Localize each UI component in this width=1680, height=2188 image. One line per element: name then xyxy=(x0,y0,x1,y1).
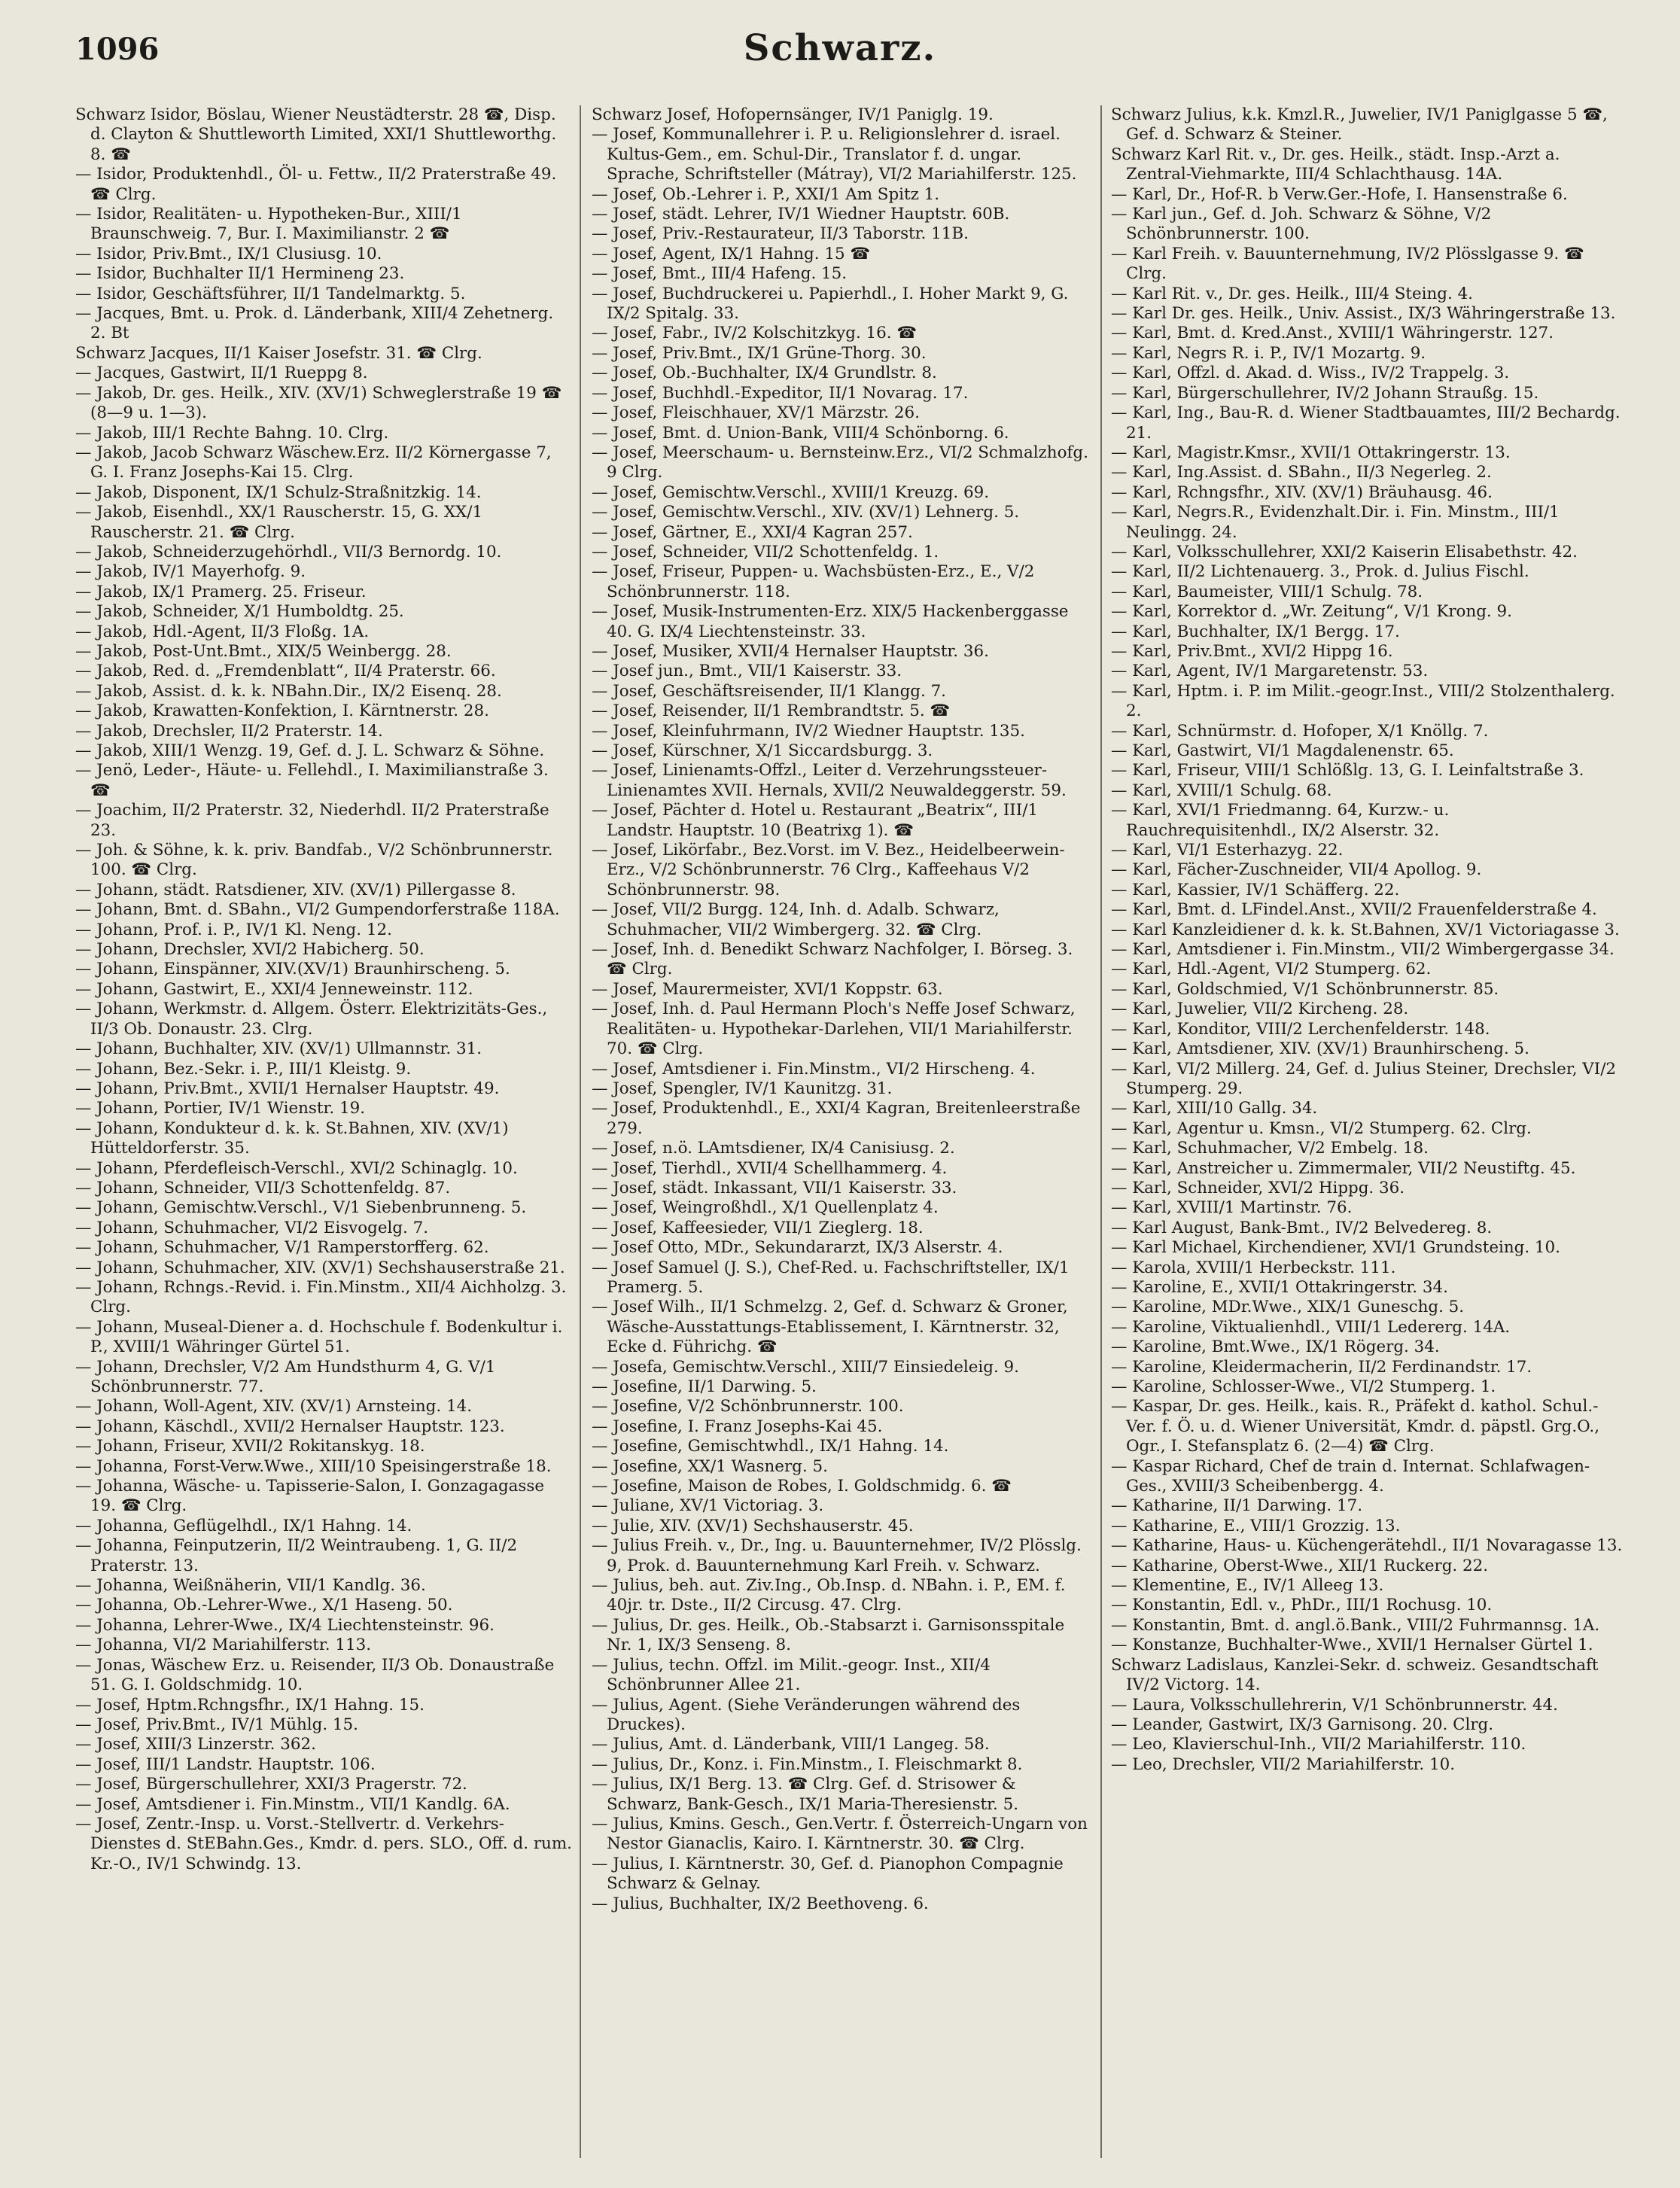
directory-entry: — Josefine, Maison de Robes, I. Goldschmidg. 6. ☎ xyxy=(592,1477,1012,1496)
directory-entry: — Julius, Buchhalter, IX/2 Beethoveng. 6. xyxy=(592,1894,929,1913)
directory-entry: — Josef, Schneider, VII/2 Schottenfeldg. 1. xyxy=(592,542,939,561)
directory-entry: — Johann, Woll-Agent, XIV. (XV/1) Arnsteing. 14. xyxy=(75,1397,472,1417)
directory-entry: — Konstantin, Edl. v., PhDr., III/1 Rochusg. 10. xyxy=(1111,1596,1493,1615)
directory-entry: — Josef, Inh. d. Benedikt Schwarz Nachfolger, I. Börseg. 3. ☎ Clrg. xyxy=(592,940,1073,979)
directory-entry: — Julius, Dr., Konz. i. Fin.Minstm., I. Fleischmarkt 8. xyxy=(592,1754,1023,1774)
column-3 xyxy=(1111,105,1624,2158)
directory-entry: — Johann, Drechsler, XVI/2 Habicherg. 50. xyxy=(75,940,425,960)
directory-entry: — Isidor, Produktenhdl., Öl- u. Fettw., II/2 Praterstraße 49. ☎ Clrg. xyxy=(75,165,557,204)
directory-entry: — Josefine, I. Franz Josephs-Kai 45. xyxy=(592,1417,883,1436)
directory-entry: — Julius, Amt. d. Länderbank, VIII/1 Langeg. 58. xyxy=(592,1735,990,1754)
directory-entry: — Karl, Volksschullehrer, XXI/2 Kaiserin Elisabethstr. 42. xyxy=(1111,542,1578,561)
directory-entry: — Katharine, E., VIII/1 Grozzig. 13. xyxy=(1111,1516,1401,1535)
directory-entry: — Johanna, Geflügelhdl., IX/1 Hahng. 14. xyxy=(75,1516,412,1535)
directory-entry: — Karl, Hptm. i. P. im Milit.-geogr.Inst., VIII/2 Stolzenthalerg. 2. xyxy=(1111,681,1615,721)
directory-entry: — Johann, Schneider, VII/3 Schottenfeldg. 87. xyxy=(75,1178,451,1197)
directory-entry: — Johann, Museal-Diener a. d. Hochschule f. Bodenkultur i. P., XVIII/1 Währinger Gürtel 51. xyxy=(75,1317,563,1357)
directory-entry: — Johann, Prof. i. P., IV/1 Kl. Neng. 12. xyxy=(75,920,392,939)
directory-entry: — Julius Freih. v., Dr., Ing. u. Bauunternehmer, IV/2 Plösslg. 9, Prok. d. Bauunternehmung Karl Freih. v. Schwarz. xyxy=(592,1536,1082,1575)
directory-entry: — Josef, Priv.Bmt., IV/1 Mühlg. 15. xyxy=(75,1715,358,1734)
directory-entry: — Julius, I. Kärntnerstr. 30, Gef. d. Pianophon Compagnie Schwarz & Gelnay. xyxy=(592,1854,1064,1894)
directory-entry: — Josef, Linienamts-Offzl., Leiter d. Verzehrungssteuer-Linienamtes XVII. Hernals, XVII/2 Neuwaldeggerstr. 59. xyxy=(592,761,1067,800)
directory-entry: — Karl Kanzleidiener d. k. k. St.Bahnen, XV/1 Victoriagasse 3. xyxy=(1111,920,1620,939)
directory-entry: — Jakob, Hdl.-Agent, II/3 Floßg. 1A. xyxy=(75,622,370,641)
directory-entry: — Julius, Dr. ges. Heilk., Ob.-Stabsarzt i. Garnisonsspitale Nr. 1, IX/3 Senseng. 8. xyxy=(592,1615,1065,1655)
directory-entry: — Klementine, E., IV/1 Alleeg 13. xyxy=(1111,1576,1384,1596)
directory-entry: — Johann, Werkmstr. d. Allgem. Österr. Elektrizitäts-Ges., II/3 Ob. Donaustr. 23. Clrg. xyxy=(75,1000,548,1039)
directory-entry: — Josef, n.ö. LAmtsdiener, IX/4 Canisiusg. 2. xyxy=(592,1139,955,1158)
directory-entry: — Jakob, Disponent, IX/1 Schulz-Straßnitzkig. 14. xyxy=(75,482,482,502)
directory-entry: — Karl Dr. ges. Heilk., Univ. Assist., IX/3 Währingerstraße 13. xyxy=(1111,304,1616,324)
directory-entry: — Jacques, Gastwirt, II/1 Rueppg 8. xyxy=(75,364,368,383)
page-title: Schwarz. xyxy=(743,27,937,69)
directory-entry: — Johann, Schuhmacher, XIV. (XV/1) Sechshauserstraße 21. xyxy=(75,1258,565,1277)
directory-entry: — Karl, Magistr.Kmsr., XVII/1 Ottakringerstr. 13. xyxy=(1111,443,1511,462)
directory-entry: — Josef, Tierhdl., XVII/4 Schellhammerg. 4. xyxy=(592,1158,948,1178)
directory-entry: — Juliane, XV/1 Victoriag. 3. xyxy=(592,1496,824,1516)
directory-entry: — Josef, VII/2 Burgg. 124, Inh. d. Adalb. Schwarz, Schuhmacher, VII/2 Wimbergerg. 32. ☎ Clrg. xyxy=(592,900,1000,939)
directory-entry: — Karl August, Bank-Bmt., IV/2 Belvedereg. 8. xyxy=(1111,1218,1493,1237)
directory-entry: — Karl, Baumeister, VIII/1 Schulg. 78. xyxy=(1111,582,1423,601)
directory-entry: — Josef, Kommunallehrer i. P. u. Religionslehrer d. israel. Kultus-Gem., em. Schul-Dir., Translator f. d. ungar. Sprache, Schriftsteller (Mátray), VI/2 Mariahilferstr. 125. xyxy=(592,125,1077,184)
directory-entry: — Karoline, Bmt.Wwe., IX/1 Rögerg. 34. xyxy=(1111,1337,1440,1357)
directory-entry: — Josef, Ob.-Buchhalter, IX/4 Grundlstr. 8. xyxy=(592,364,937,383)
directory-entry: — Jakob, Schneiderzugehörhdl., VII/3 Bernordg. 10. xyxy=(75,542,502,561)
directory-entry: — Jakob, XIII/1 Wenzg. 19, Gef. d. J. L. Schwarz & Söhne. xyxy=(75,741,545,760)
directory-entry: — Karl, Offzl. d. Akad. d. Wiss., IV/2 Trappelg. 3. xyxy=(1111,364,1510,383)
directory-entry: — Karl, VI/2 Millerg. 24, Gef. d. Julius Steiner, Drechsler, VI/2 Stumperg. 29. xyxy=(1111,1059,1617,1098)
directory-entry: — Julius, beh. aut. Ziv.Ing., Ob.Insp. d. NBahn. i. P., EM. f. 40jr. tr. Dste., II/2 Circusg. 47. Clrg. xyxy=(592,1576,1066,1615)
directory-entry: — Karl, Agentur u. Kmsn., VI/2 Stumperg. 62. Clrg. xyxy=(1111,1118,1532,1138)
directory-entry: — Johann, Bmt. d. SBahn., VI/2 Gumpendorferstraße 118A. xyxy=(75,900,560,920)
directory-entry: — Kaspar, Dr. ges. Heilk., kais. R., Präfekt d. kathol. Schul.-Ver. f. Ö. u. d. Wiener Universität, Kmdr. d. päpstl. Grg.O., Ogr., I. Stefansplatz 6. (2—4) ☎ Clrg. xyxy=(1111,1397,1600,1456)
directory-entry: — Karl, Friseur, VIII/1 Schlößlg. 13, G. I. Leinfaltstraße 3. xyxy=(1111,761,1584,781)
directory-entry: — Jakob, Red. d. „Fremdenblatt“, II/4 Praterstr. 66. xyxy=(75,662,496,681)
directory-entry: — Julius, Kmins. Gesch., Gen.Vertr. f. Österreich-Ungarn von Nestor Gianaclis, Kairo. I. Kärntnerstr. 30. ☎ Clrg. xyxy=(592,1814,1088,1854)
directory-entry: — Karl, II/2 Lichtenauerg. 3., Prok. d. Julius Fischl. xyxy=(1111,562,1529,582)
directory-entry: — Karl Freih. v. Bauunternehmung, IV/2 Plösslgasse 9. ☎ Clrg. xyxy=(1111,244,1584,284)
directory-entry: — Josef, Friseur, Puppen- u. Wachsbüsten-Erz., E., V/2 Schönbrunnerstr. 118. xyxy=(592,562,1035,601)
directory-entry: — Josef, Amtsdiener i. Fin.Minstm., VI/2 Hirscheng. 4. xyxy=(592,1059,1036,1079)
directory-entry: — Julius, Agent. (Siehe Veränderungen während des Druckes). xyxy=(592,1695,1021,1734)
directory-entry: — Jacques, Bmt. u. Prok. d. Länderbank, XIII/4 Zehetnerg. 2. Bt xyxy=(75,304,554,343)
directory-entry: — Josef, Meerschaum- u. Bernsteinw.Erz., VI/2 Schmalzhofg. 9 Clrg. xyxy=(592,443,1088,482)
directory-entry: — Johann, Buchhalter, XIV. (XV/1) Ullmannstr. 31. xyxy=(75,1039,482,1059)
directory-entry: — Josef, Kleinfuhrmann, IV/2 Wiedner Hauptstr. 135. xyxy=(592,721,1025,741)
directory-entry: — Josef, Gemischtw.Verschl., XIV. (XV/1) Lehnerg. 5. xyxy=(592,503,1020,522)
directory-entry: — Karl, XVIII/1 Schulg. 68. xyxy=(1111,781,1332,800)
directory-entry: — Karl, Juwelier, VII/2 Kircheng. 28. xyxy=(1111,1000,1409,1019)
directory-entry: — Josefine, V/2 Schönbrunnerstr. 100. xyxy=(592,1397,904,1417)
directory-entry: — Karoline, E., XVII/1 Ottakringerstr. 34. xyxy=(1111,1277,1448,1297)
directory-entry: Schwarz Karl Rit. v., Dr. ges. Heilk., städt. Insp.-Arzt a. Zentral-Viehmarkte, III/4 Schlachthausg. 14A. xyxy=(1111,145,1560,184)
directory-entry: Schwarz Ladislaus, Kanzlei-Sekr. d. schweiz. Gesandtschaft IV/2 Victorg. 14. xyxy=(1111,1655,1599,1695)
directory-entry: — Josef, Bmt., III/4 Hafeng. 15. xyxy=(592,264,848,284)
directory-entry: — Karl jun., Gef. d. Joh. Schwarz & Söhne, V/2 Schönbrunnerstr. 100. xyxy=(1111,205,1492,244)
directory-entry: — Josef, XIII/3 Linzerstr. 362. xyxy=(75,1735,316,1754)
directory-entry: — Karl, Buchhalter, IX/1 Bergg. 17. xyxy=(1111,622,1400,641)
directory-entry: — Isidor, Priv.Bmt., IX/1 Clusiusg. 10. xyxy=(75,244,382,263)
directory-entry: — Josefine, XX/1 Wasnerg. 5. xyxy=(592,1456,828,1476)
directory-entry: — Karl, Gastwirt, VI/1 Magdalenenstr. 65. xyxy=(1111,741,1454,760)
directory-entry: — Josef, III/1 Landstr. Hauptstr. 106. xyxy=(75,1754,376,1774)
directory-entry: — Karl Rit. v., Dr. ges. Heilk., III/4 Steing. 4. xyxy=(1111,284,1473,303)
directory-entry: — Karl, Ing.Assist. d. SBahn., II/3 Negerleg. 2. xyxy=(1111,463,1492,482)
directory-entry: — Josef, Bürgerschullehrer, XXI/3 Pragerstr. 72. xyxy=(75,1775,467,1794)
directory-entry: — Karl, Bmt. d. Kred.Anst., XVIII/1 Währingerstr. 127. xyxy=(1111,324,1554,343)
directory-entry: Schwarz Julius, k.k. Kmzl.R., Juwelier, IV/1 Paniglgasse 5 ☎, Gef. d. Schwarz & Steiner. xyxy=(1111,105,1608,145)
directory-entry: — Jakob, Assist. d. k. k. NBahn.Dir., IX/2 Eisenq. 28. xyxy=(75,681,502,701)
directory-entry: — Josef, Bmt. d. Union-Bank, VIII/4 Schönborng. 6. xyxy=(592,423,1009,443)
directory-entry: — Josef, Buchhdl.-Expeditor, II/1 Novarag. 17. xyxy=(592,383,969,403)
directory-entry: — Karl, Rchngsfhr., XIV. (XV/1) Bräuhausg. 46. xyxy=(1111,482,1493,502)
directory-entry: — Josef, Gemischtw.Verschl., XVIII/1 Kreuzg. 69. xyxy=(592,482,990,502)
directory-entry: — Jakob, Krawatten-Konfektion, I. Kärntnerstr. 28. xyxy=(75,701,489,721)
directory-entry: — Josef, Fleischhauer, XV/1 Märzstr. 26. xyxy=(592,403,920,423)
directory-entry: — Isidor, Geschäftsführer, II/1 Tandelmarktg. 5. xyxy=(75,284,466,303)
directory-entry: — Jakob, Dr. ges. Heilk., XIV. (XV/1) Schweglerstraße 19 ☎ (8—9 u. 1—3). xyxy=(75,383,562,423)
directory-entry: — Johann, Priv.Bmt., XVII/1 Hernalser Hauptstr. 49. xyxy=(75,1079,500,1098)
directory-entry: — Jakob, Drechsler, II/2 Praterstr. 14. xyxy=(75,721,383,741)
directory-entry: — Karl, Bmt. d. LFindel.Anst., XVII/2 Frauenfelderstraße 4. xyxy=(1111,900,1597,920)
directory-entry: — Jakob, Schneider, X/1 Humboldtg. 25. xyxy=(75,602,404,622)
directory-entry: — Johann, Schuhmacher, VI/2 Eisvogelg. 7. xyxy=(75,1218,429,1237)
directory-entry: — Katharine, Oberst-Wwe., XII/1 Ruckerg. 22. xyxy=(1111,1556,1489,1575)
directory-entry: — Josef, Spengler, IV/1 Kaunitzg. 31. xyxy=(592,1079,893,1098)
directory-entry: — Johanna, Lehrer-Wwe., IX/4 Liechtensteinstr. 96. xyxy=(75,1615,495,1635)
directory-entry: — Johanna, Ob.-Lehrer-Wwe., X/1 Haseng. 50. xyxy=(75,1596,453,1615)
directory-entry: — Josef, Likörfabr., Bez.Vorst. im V. Bez., Heidelbeerwein-Erz., V/2 Schönbrunnerstr. 76 Clrg., Kaffeehaus V/2 Schönbrunnerstr. 98. xyxy=(592,841,1065,899)
column-2 xyxy=(592,105,1102,2158)
directory-entry: — Leo, Klavierschul-Inh., VII/2 Mariahilferstr. 110. xyxy=(1111,1735,1526,1754)
directory-entry: — Katharine, II/1 Darwing. 17. xyxy=(1111,1496,1363,1516)
directory-entry: — Johann, städt. Ratsdiener, XIV. (XV/1) Pillergasse 8. xyxy=(75,880,516,899)
directory-entry: — Konstantin, Bmt. d. angl.ö.Bank., VIII/2 Fuhrmannsg. 1A. xyxy=(1111,1615,1600,1635)
directory-entry: — Johanna, Wäsche- u. Tapisserie-Salon, I. Gonzagagasse 19. ☎ Clrg. xyxy=(75,1477,545,1516)
directory-entry: — Karl, Schnürmstr. d. Hofoper, X/1 Knöllg. 7. xyxy=(1111,721,1489,741)
directory-entry: — Josef, Maurermeister, XVI/1 Koppstr. 63. xyxy=(592,979,943,999)
directory-entry: — Julie, XIV. (XV/1) Sechshauserstr. 45. xyxy=(592,1516,914,1535)
directory-entry: — Josef, Musiker, XVII/4 Hernalser Hauptstr. 36. xyxy=(592,641,989,661)
directory-entry: — Leo, Drechsler, VII/2 Mariahilferstr. 10. xyxy=(1111,1754,1456,1774)
directory-entry: — Johanna, Weißnäherin, VII/1 Kandlg. 36. xyxy=(75,1576,426,1596)
directory-entry: — Josef Wilh., II/1 Schmelzg. 2, Gef. d. Schwarz & Groner, Wäsche-Ausstattungs-Etablissement, I. Kärntnerstr. 32, Ecke d. Führichg. ☎ xyxy=(592,1298,1068,1357)
directory-entry: — Josef, städt. Lehrer, IV/1 Wiedner Hauptstr. 60B. xyxy=(592,205,1010,224)
directory-entry: — Johann, Bez.-Sekr. i. P., III/1 Kleistg. 9. xyxy=(75,1059,412,1079)
directory-entry: — Jakob, IV/1 Mayerhofg. 9. xyxy=(75,562,306,582)
directory-entry: — Johann, Einspänner, XIV.(XV/1) Braunhirscheng. 5. xyxy=(75,960,510,979)
directory-entry: — Joh. & Söhne, k. k. priv. Bandfab., V/2 Schönbrunnerstr. 100. ☎ Clrg. xyxy=(75,841,553,880)
directory-entry: — Johann, Drechsler, V/2 Am Hundsthurm 4, G. V/1 Schönbrunnerstr. 77. xyxy=(75,1357,496,1396)
directory-entry: — Josef Otto, MDr., Sekundararzt, IX/3 Alserstr. 4. xyxy=(592,1238,1003,1258)
directory-entry: — Josef, Weingroßhdl., X/1 Quellenplatz 4. xyxy=(592,1198,939,1218)
directory-entry: — Jakob, III/1 Rechte Bahng. 10. Clrg. xyxy=(75,423,389,443)
directory-entry: — Karoline, MDr.Wwe., XIX/1 Guneschg. 5. xyxy=(1111,1298,1465,1317)
directory-entry: — Karl, Negrs R. i. P., IV/1 Mozartg. 9. xyxy=(1111,343,1426,363)
directory-entry: Schwarz Jacques, II/1 Kaiser Josefstr. 31. ☎ Clrg. xyxy=(75,343,482,363)
directory-entry: — Joachim, II/2 Praterstr. 32, Niederhdl. II/2 Praterstraße 23. xyxy=(75,801,549,840)
directory-entry: — Josef, Priv.Bmt., IX/1 Grüne-Thorg. 30. xyxy=(592,343,927,363)
directory-entry: — Josef, Fabr., IV/2 Kolschitzkyg. 16. ☎ xyxy=(592,324,918,343)
directory-entry: — Karl, Amtsdiener, XIV. (XV/1) Braunhirscheng. 5. xyxy=(1111,1039,1529,1059)
page-number: 1096 xyxy=(75,32,160,67)
directory-entry: — Karl Michael, Kirchendiener, XVI/1 Grundsteing. 10. xyxy=(1111,1238,1560,1258)
directory-entry: — Josef, Kürschner, X/1 Siccardsburgg. 3. xyxy=(592,741,933,760)
directory-entry: — Josef, Amtsdiener i. Fin.Minstm., VII/1 Kandlg. 6A. xyxy=(75,1794,510,1814)
directory-entry: — Johanna, Feinputzerin, II/2 Weintraubeng. 1, G. II/2 Praterstr. 13. xyxy=(75,1536,518,1575)
directory-entry: — Josef, Agent, IX/1 Hahng. 15 ☎ xyxy=(592,244,871,263)
directory-entry: — Josefa, Gemischtw.Verschl., XIII/7 Einsiedeleig. 9. xyxy=(592,1357,1019,1377)
directory-entry: — Jakob, Post-Unt.Bmt., XIX/5 Weinbergg. 28. xyxy=(75,641,452,661)
directory-entry: Schwarz Isidor, Böslau, Wiener Neustädterstr. 28 ☎, Disp. d. Clayton & Shuttleworth Limited, XXI/1 Shuttleworthg. 8. ☎ xyxy=(75,105,557,164)
directory-entry: — Karl, Negrs.R., Evidenzhalt.Dir. i. Fin. Minstm., III/1 Neulingg. 24. xyxy=(1111,503,1560,542)
directory-entry: — Josef Samuel (J. S.), Chef-Red. u. Fachschriftsteller, IX/1 Pramerg. 5. xyxy=(592,1258,1070,1297)
directory-entry: — Johann, Rchngs.-Revid. i. Fin.Minstm., XII/4 Aichholzg. 3. Clrg. xyxy=(75,1277,567,1317)
directory-entry: — Julius, techn. Offzl. im Milit.-geogr. Inst., XII/4 Schönbrunner Allee 21. xyxy=(592,1655,991,1695)
directory-entry: — Karl, Fächer-Zuschneider, VII/4 Apollog. 9. xyxy=(1111,860,1482,880)
directory-entry: — Josef, Priv.-Restaurateur, II/3 Taborstr. 11B. xyxy=(592,224,969,244)
directory-entry: — Josef, Ob.-Lehrer i. P., XXI/1 Am Spitz 1. xyxy=(592,184,940,204)
directory-entry: — Johann, Friseur, XVII/2 Rokitanskyg. 18. xyxy=(75,1437,425,1456)
directory-entry: — Karl, Kassier, IV/1 Schäfferg. 22. xyxy=(1111,880,1400,899)
directory-entry: — Katharine, Haus- u. Küchengerätehdl., II/1 Novaragasse 13. xyxy=(1111,1536,1623,1556)
directory-entry: — Josef, Gärtner, E., XXI/4 Kagran 257. xyxy=(592,522,913,542)
directory-entry: — Josef, Reisender, II/1 Rembrandtstr. 5. ☎ xyxy=(592,701,951,721)
directory-entry: — Karl, Schuhmacher, V/2 Embelg. 18. xyxy=(1111,1139,1429,1158)
directory-entry: — Josef, Inh. d. Paul Hermann Ploch's Neffe Josef Schwarz, Realitäten- u. Hypothekar-Darlehen, VII/1 Mariahilferstr. 70. ☎ Clrg. xyxy=(592,1000,1076,1059)
directory-entry: — Karoline, Kleidermacherin, II/2 Ferdinandstr. 17. xyxy=(1111,1357,1532,1377)
directory-entry: — Jakob, IX/1 Pramerg. 25. Friseur. xyxy=(75,582,367,601)
directory-entry: — Josef, Buchdruckerei u. Papierhdl., I. Hoher Markt 9, G. IX/2 Spitalg. 33. xyxy=(592,284,1069,324)
directory-entry: — Josefine, II/1 Darwing. 5. xyxy=(592,1377,817,1396)
column-1 xyxy=(75,105,581,2158)
directory-entry: — Josef, Musik-Instrumenten-Erz. XIX/5 Hackenberggasse 40. G. IX/4 Liechtensteinstr. 33. xyxy=(592,602,1069,641)
directory-entry: — Jonas, Wäschew Erz. u. Reisender, II/3 Ob. Donaustraße 51. G. I. Goldschmidg. 10. xyxy=(75,1655,555,1695)
directory-entry: — Karl, Bürgerschullehrer, IV/2 Johann Straußg. 15. xyxy=(1111,383,1539,403)
directory-entry: — Karl, Korrektor d. „Wr. Zeitung“, V/1 Krong. 9. xyxy=(1111,602,1512,622)
directory-entry: — Karl, XIII/10 Gallg. 34. xyxy=(1111,1099,1318,1118)
directory-entry: — Karl, Hdl.-Agent, VI/2 Stumperg. 62. xyxy=(1111,960,1432,979)
directory-entry: — Johann, Gastwirt, E., XXI/4 Jenneweinstr. 112. xyxy=(75,979,473,999)
directory-entry: — Josef, Hptm.Rchngsfhr., IX/1 Hahng. 15. xyxy=(75,1695,425,1715)
directory-entry: — Johann, Pferdefleisch-Verschl., XVI/2 Schinaglg. 10. xyxy=(75,1158,518,1178)
directory-entry: — Isidor, Realitäten- u. Hypotheken-Bur., XIII/1 Braunschweig. 7, Bur. I. Maximilianstr. 2 ☎ xyxy=(75,205,462,244)
directory-entry: — Jenö, Leder-, Häute- u. Fellehdl., I. Maximilianstraße 3. ☎ xyxy=(75,761,549,800)
directory-entry: — Josef, Pächter d. Hotel u. Restaurant „Beatrix“, III/1 Landstr. Hauptstr. 10 (Beatrixg 1). ☎ xyxy=(592,801,1039,840)
directory-entry: — Josefine, Gemischtwhdl., IX/1 Hahng. 14. xyxy=(592,1437,949,1456)
directory-entry: — Johann, Portier, IV/1 Wienstr. 19. xyxy=(75,1099,365,1118)
directory-entry: — Karl, XVI/1 Friedmanng. 64, Kurzw.- u. Rauchrequisitenhdl., IX/2 Alserstr. 32. xyxy=(1111,801,1450,840)
directory-entry: — Johanna, Forst-Verw.Wwe., XIII/10 Speisingerstraße 18. xyxy=(75,1456,552,1476)
directory-entry: — Josef, Produktenhdl., E., XXI/4 Kagran, Breitenleerstraße 279. xyxy=(592,1099,1081,1138)
directory-entry: — Isidor, Buchhalter II/1 Hermineng 23. xyxy=(75,264,405,284)
directory-entry: — Karoline, Schlosser-Wwe., VI/2 Stumperg. 1. xyxy=(1111,1377,1496,1396)
directory-entry: — Johann, Gemischtw.Verschl., V/1 Siebenbrunneng. 5. xyxy=(75,1198,527,1218)
directory-entry: — Johann, Schuhmacher, V/1 Ramperstorfferg. 62. xyxy=(75,1238,489,1258)
directory-entry: — Josef, Geschäftsreisender, II/1 Klangg. 7. xyxy=(592,681,946,701)
directory-entry: — Laura, Volksschullehrerin, V/1 Schönbrunnerstr. 44. xyxy=(1111,1695,1558,1715)
directory-entry: — Leander, Gastwirt, IX/3 Garnisong. 20. Clrg. xyxy=(1111,1715,1494,1734)
directory-entry: — Karoline, Viktualienhdl., VIII/1 Ledererg. 14A. xyxy=(1111,1317,1511,1337)
directory-entry: — Josef jun., Bmt., VII/1 Kaiserstr. 33. xyxy=(592,662,902,681)
directory-entry: — Johann, Kondukteur d. k. k. St.Bahnen, XIV. (XV/1) Hütteldorferstr. 35. xyxy=(75,1118,509,1158)
directory-entry: — Karl, Dr., Hof-R. b Verw.Ger.-Hofe, I. Hansenstraße 6. xyxy=(1111,184,1568,204)
directory-entry: — Karl, Ing., Bau-R. d. Wiener Stadtbauamtes, III/2 Bechardg. 21. xyxy=(1111,403,1621,443)
directory-entry: Schwarz Josef, Hofopernsänger, IV/1 Paniglg. 19. xyxy=(592,105,994,124)
directory-entry: — Karl, Anstreicher u. Zimmermaler, VII/2 Neustiftg. 45. xyxy=(1111,1158,1576,1178)
directory-entry: — Karl, Konditor, VIII/2 Lerchenfelderstr. 148. xyxy=(1111,1019,1490,1039)
directory-entry: — Karl, XVIII/1 Martinstr. 76. xyxy=(1111,1198,1353,1218)
directory-entry: — Karl, Goldschmied, V/1 Schönbrunnerstr. 85. xyxy=(1111,979,1499,999)
directory-entry: — Jakob, Jacob Schwarz Wäschew.Erz. II/2 Körnergasse 7, G. I. Franz Josephs-Kai 15. Clrg. xyxy=(75,443,552,482)
directory-entry: — Karl, Priv.Bmt., XVI/2 Hippg 16. xyxy=(1111,641,1393,661)
directory-entry: — Jakob, Eisenhdl., XX/1 Rauscherstr. 15, G. XX/1 Rauscherstr. 21. ☎ Clrg. xyxy=(75,503,483,542)
directory-entry: — Josef, städt. Inkassant, VII/1 Kaiserstr. 33. xyxy=(592,1178,957,1197)
directory-entry: — Julius, IX/1 Berg. 13. ☎ Clrg. Gef. d. Strisower & Schwarz, Bank-Gesch., IX/1 Maria-Theresienstr. 5. xyxy=(592,1775,1019,1814)
directory-entry: — Konstanze, Buchhalter-Wwe., XVII/1 Hernalser Gürtel 1. xyxy=(1111,1636,1593,1655)
directory-entry: — Karl, Agent, IV/1 Margaretenstr. 53. xyxy=(1111,662,1429,681)
directory-entry: — Josef, Kaffeesieder, VII/1 Zieglerg. 18. xyxy=(592,1218,924,1237)
directory-entry: — Johann, Käschdl., XVII/2 Hernalser Hauptstr. 123. xyxy=(75,1417,505,1436)
directory-entry: — Karola, XVIII/1 Herbeckstr. 111. xyxy=(1111,1258,1396,1277)
directory-entry: — Kaspar Richard, Chef de train d. Internat. Schlafwagen-Ges., XVIII/3 Scheibenbergg. 4. xyxy=(1111,1456,1590,1496)
directory-entry: — Karl, Amtsdiener i. Fin.Minstm., VII/2 Wimbergergasse 34. xyxy=(1111,940,1615,960)
directory-entry: — Josef, Zentr.-Insp. u. Vorst.-Stellvertr. d. Verkehrs-Dienstes d. StEBahn.Ges., Kmdr. d. pers. SLO., Off. d. rum. Kr.-O., IV/1 Schwindg. 13. xyxy=(75,1814,572,1873)
directory-entry: — Karl, VI/1 Esterhazyg. 22. xyxy=(1111,841,1344,860)
directory-entry: — Karl, Schneider, XVI/2 Hippg. 36. xyxy=(1111,1178,1405,1197)
directory-entry: — Johanna, VI/2 Mariahilferstr. 113. xyxy=(75,1636,371,1655)
